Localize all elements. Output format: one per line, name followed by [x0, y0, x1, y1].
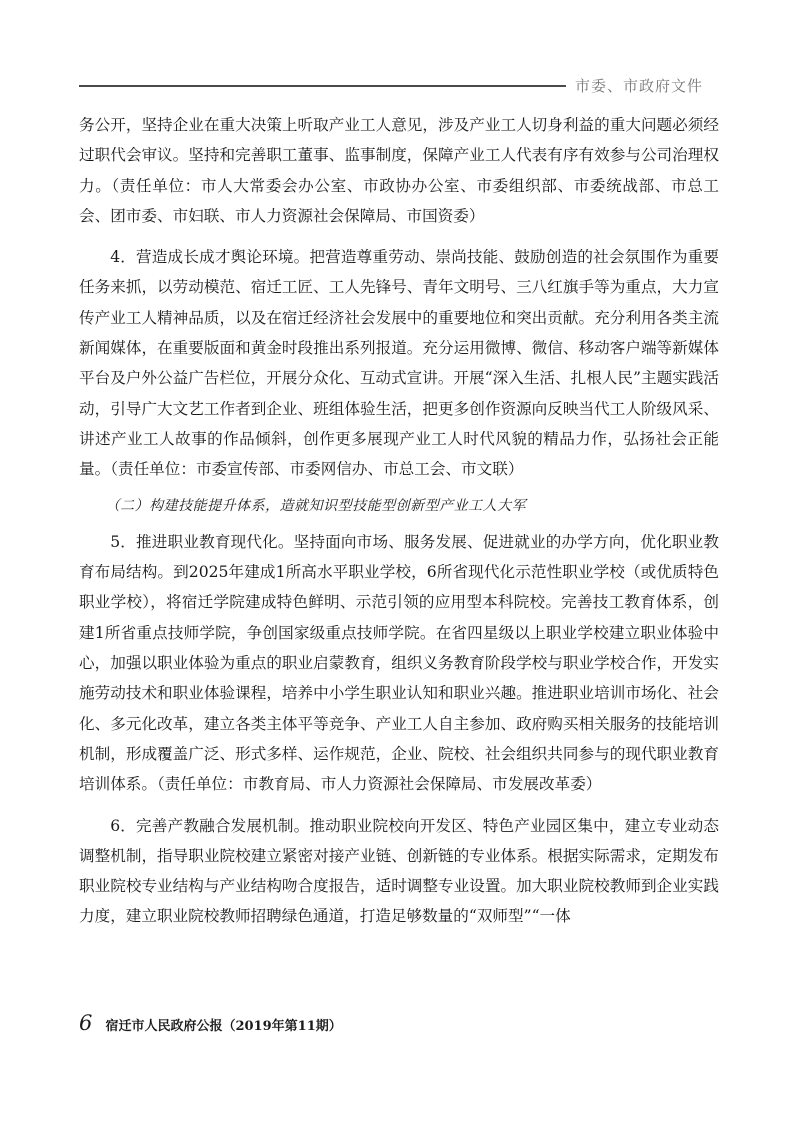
document-body [79, 110, 719, 932]
paragraph-item-5: 5．推进职业教育现代化。坚持面向市场、服务发展、促进就业的办学方向，优化职业教育布局结构。到2025年建成1所高水平职业学校，6所省现代化示范性职业学校（或优质特色职业学校），将宿迁学院建成特色鲜明、示范引领的应用型本科院校。完善技工教育体系，创建1所省重点技师学院，争创国家级重点技师学院。在省四星级以上职业学校建立职业体验中心，加强以职业体验为重点的职业启蒙教育，组织义务教育阶段学校与职业学校合作，开发实施劳动技术和职业体验课程，培养中小学生职业认知和职业兴趣。推进职业培训市场化、社会化、多元化改革，建立各类主体平等竞争、产业工人自主参加、政府购买相关服务的技能培训机制，形成覆盖广泛、形式多样、运作规范，企业、院校、社会组织共同参与的现代职业教育培训体系。（责任单位：市教育局、市人力资源社会保障局、市发展改革委） [79, 532, 719, 794]
page-number: 6 [79, 1011, 93, 1035]
paragraph-continued: 务公开，坚持企业在重大决策上听取产业工人意见，涉及产业工人切身利益的重大问题必须经过职代会审议。坚持和完善职工董事、监事制度，保障产业工人代表有序有效参与公司治理权力。（责任单位：市人大常委会办公室、市政协办公室、市委组织部、市委统战部、市总工会、团市委、市妇联、市人力资源社会保障局、市国资委） [79, 116, 719, 225]
page-footer [79, 1011, 342, 1035]
publication-title: 宿迁市人民政府公报（2019年第11期） [105, 1019, 342, 1034]
paragraph-item-6: 6．完善产教融合发展机制。推动职业院校向开发区、特色产业园区集中，建立专业动态调整机制，指导职业院校建立紧密对接产业链、创新链的专业体系。根据实际需求，定期发布职业院校专业结构与产业结构吻合度报告，适时调整专业设置。加大职业院校教师到企业实践力度，建立职业院校教师招聘绿色通道，打造足够数量的“双师型”“一体 [79, 816, 719, 926]
section-heading-2: （二）构建技能提升体系，造就知识型技能型创新型产业工人大军 [105, 497, 527, 514]
header-title: 市委、市政府文件 [575, 77, 704, 95]
header-rule [79, 85, 566, 87]
paragraph-item-4: 4．营造成长成才舆论环境。把营造尊重劳动、崇尚技能、鼓励创造的社会氛围作为重要任务来抓，以劳动模范、宿迁工匠、工人先锋号、青年文明号、三八红旗手等为重点，大力宣传产业工人精神品质，以及在宿迁经济社会发展中的重要地位和突出贡献。充分利用各类主流新闻媒体，在重要版面和黄金时段推出系列报道。充分运用微博、微信、移动客户端等新媒体平台及户外公益广告栏位，开展分众化、互动式宣讲。开展“深入生活、扎根人民”主题实践活动，引导广大文艺工作者到企业、班组体验生活，把更多创作资源向反映当代工人阶级风采、讲述产业工人故事的作品倾斜，创作更多展现产业工人时代风貌的精品力作，弘扬社会正能量。（责任单位：市委宣传部、市委网信办、市总工会、市文联） [79, 248, 719, 479]
